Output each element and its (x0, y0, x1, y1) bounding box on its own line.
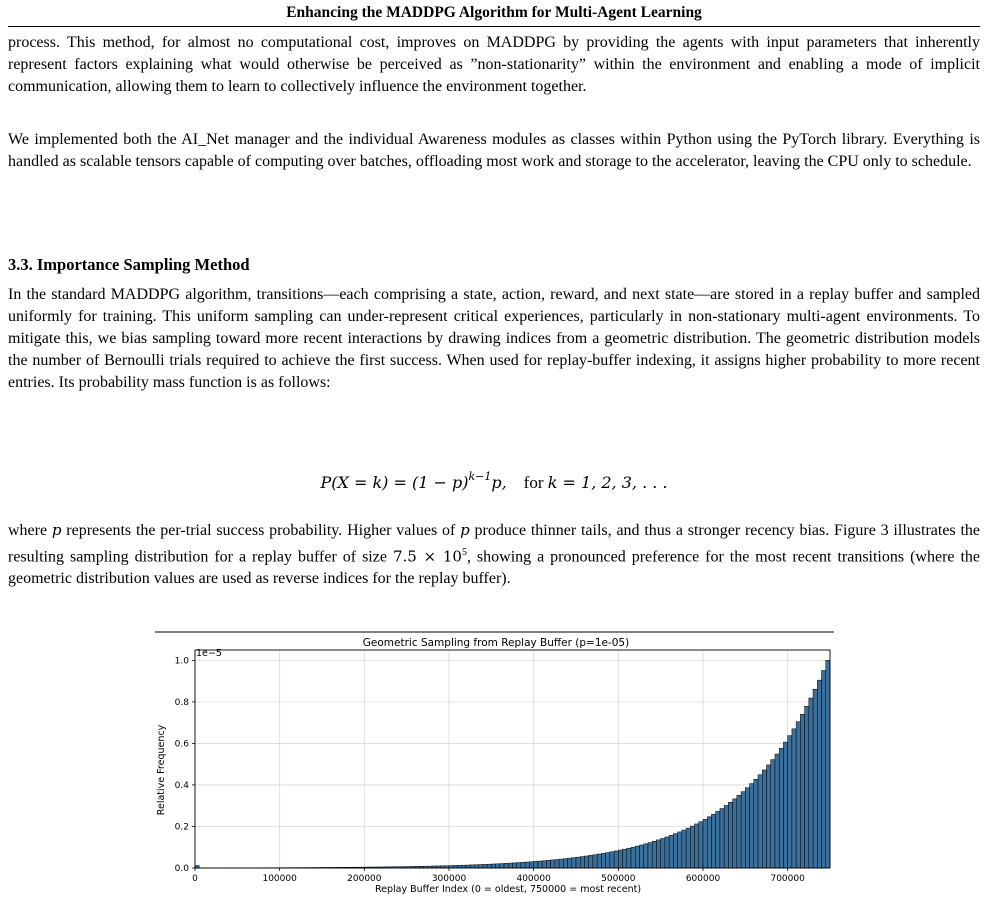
histogram-bar (601, 853, 605, 868)
chart-bars (195, 660, 830, 868)
x-tick-label: 300000 (431, 874, 467, 884)
histogram-bar (754, 779, 758, 868)
y-multiplier-label: 1e−5 (196, 648, 222, 659)
histogram-bar (686, 828, 690, 868)
histogram-bar (584, 856, 588, 868)
histogram-bar (813, 689, 817, 868)
histogram-bar (767, 765, 771, 868)
geometric-sampling-chart (150, 630, 840, 898)
y-tick-label: 0.2 (174, 822, 189, 833)
histogram-bar (809, 698, 813, 868)
histogram-bar (724, 805, 728, 868)
section-heading: 3.3. Importance Sampling Method (8, 255, 250, 274)
equation-p: p, (491, 473, 507, 492)
histogram-bar (525, 862, 529, 868)
x-tick-label: 200000 (347, 874, 382, 884)
p4-buffer-exp: 5 (461, 547, 467, 558)
header-rule (8, 26, 980, 27)
histogram-bar (474, 865, 478, 868)
histogram-bar (538, 861, 542, 868)
histogram-bar (483, 864, 487, 868)
histogram-bar (648, 843, 652, 868)
p4-buffer-size: 7.5 × 10 (392, 547, 462, 566)
x-tick-label: 600000 (685, 874, 721, 884)
histogram-bar (593, 855, 597, 868)
histogram-bar (665, 837, 669, 868)
histogram-bar (661, 838, 665, 868)
histogram-bar (699, 822, 703, 868)
histogram-bar (580, 857, 584, 868)
histogram-bar (542, 861, 546, 868)
paragraph-2: We implemented both the AI_Net manager and the individual Awareness modules as classes within Python using the PyTorch library. Everything is handled as scalable tensors capable of computing over batches, offloading most work and storage to the accelerator, leaving the CPU only to schedule. (8, 131, 980, 170)
histogram-bar (572, 858, 576, 868)
y-tick-label: 0.4 (174, 780, 189, 791)
histogram-bar (534, 861, 538, 868)
histogram-bar (627, 848, 631, 868)
histogram-bar (703, 819, 707, 868)
histogram-bar (559, 859, 563, 868)
histogram-bar (788, 736, 792, 868)
histogram-bar (610, 852, 614, 868)
histogram-bar (568, 858, 572, 868)
paragraph-1: process. This method, for almost no computational cost, improves on MADDPG by providing the agents with input parameters that inherently represent factors explaining what would otherwise be perceived as ”non-stationarity” within the environment and enabling a mode of implicit communication, allowing them to learn to collectively influence the environment together. (8, 34, 980, 95)
histogram-bar (517, 863, 521, 868)
x-tick-label: 500000 (601, 874, 636, 884)
histogram-bar (745, 788, 749, 868)
histogram-bar (618, 850, 622, 868)
histogram-bar (576, 857, 580, 868)
histogram-bar (551, 860, 555, 868)
y-tick-labels (175, 656, 190, 874)
histogram-bar (546, 860, 550, 868)
histogram-bar (487, 864, 491, 868)
x-tick-label: 100000 (262, 874, 297, 884)
histogram-bar (652, 841, 656, 868)
histogram-bar (741, 792, 745, 868)
histogram-bar (521, 862, 525, 868)
histogram-bar (644, 844, 648, 868)
histogram-bar (762, 770, 766, 868)
histogram-bar (635, 846, 639, 868)
histogram-bar (673, 834, 677, 868)
equation-condition-text: for (523, 473, 548, 492)
histogram-bar (529, 862, 533, 868)
p4-text-a: where (8, 522, 52, 539)
histogram-bar (504, 863, 508, 868)
p4-text-b: represents the per-trial success probability. Higher values of (61, 522, 461, 539)
histogram-bar (826, 660, 830, 868)
y-tick-label: 0.8 (174, 697, 189, 708)
histogram-bar (631, 847, 635, 868)
histogram-bar (669, 835, 673, 868)
histogram-bar (733, 799, 737, 868)
y-tick-label: 0.6 (174, 739, 189, 750)
paragraph-4 (8, 519, 980, 590)
y-tick-label: 1.0 (174, 656, 189, 667)
histogram-bar (792, 729, 796, 868)
y-tick-label: 0.0 (174, 864, 189, 874)
histogram-bar (479, 865, 483, 868)
histogram-bar (589, 855, 593, 868)
histogram-bar (775, 754, 779, 868)
x-tick-label: 700000 (770, 874, 805, 884)
histogram-bar (623, 849, 627, 868)
histogram-bar (771, 760, 775, 868)
histogram-bar (640, 845, 644, 868)
histogram-bar (690, 826, 694, 868)
equation-exponent: k−1 (468, 470, 492, 483)
histogram-bar (716, 811, 720, 868)
p4-text-d: , showing a pronounced preference for the most recent transitions (where the geometric distribution values are used as reverse indices for the replay buffer). (8, 548, 981, 588)
histogram-bar (508, 863, 512, 868)
p4-var-p: p (51, 521, 62, 539)
histogram-bar (711, 814, 715, 868)
histogram-bar (750, 784, 754, 868)
running-head: Enhancing the MADDPG Algorithm for Multi-Agent Learning (286, 4, 702, 21)
histogram-bar (737, 795, 741, 868)
histogram-bar (513, 863, 517, 868)
histogram-bar (720, 809, 724, 868)
histogram-bar (491, 864, 495, 868)
histogram-bar (656, 840, 660, 868)
equation-condition-math: k = 1, 2, 3, . . . (547, 473, 668, 492)
histogram-bar (707, 817, 711, 868)
histogram-bar (606, 853, 610, 868)
x-tick-label: 400000 (516, 874, 551, 884)
histogram-bar (500, 864, 504, 868)
chart-title: Geometric Sampling from Replay Buffer (p=1e-05) (362, 637, 630, 649)
histogram-bar (728, 802, 732, 868)
histogram-bar (614, 851, 618, 868)
p4-var-p2: p (460, 521, 470, 539)
paragraph-3: In the standard MADDPG algorithm, transitions—each comprising a state, action, reward, and next state—are stored in a replay buffer and sampled uniformly for training. This uniform sampling can under-represent critical experiences, particularly in non-stationary multi-agent environments. To mitigate this, we bias sampling toward more recent interactions by drawing indices from a geometric distribution. The geometric distribution models the number of Bernoulli trials required to achieve the first success. When used for replay-buffer indexing, it assigns higher probability to more recent entries. Its probability mass function is as follows: (8, 286, 980, 391)
x-tick-label: 0 (192, 874, 198, 884)
histogram-bar (555, 860, 559, 868)
pmf-equation (0, 470, 988, 493)
histogram-bar (563, 859, 567, 868)
histogram-bar (496, 864, 500, 868)
histogram-bar (779, 748, 783, 868)
histogram-bar (597, 854, 601, 868)
histogram-bar (805, 706, 809, 868)
equation-lhs: P(X = k) = (1 − p) (320, 473, 469, 492)
histogram-bar (678, 832, 682, 868)
histogram-bar (758, 775, 762, 868)
histogram-bar (817, 680, 821, 868)
histogram-bar (783, 742, 787, 868)
y-axis-label: Relative Frequency (156, 724, 167, 816)
x-axis-label: Replay Buffer Index (0 = oldest, 750000 = most recent) (374, 884, 642, 895)
histogram-bar (800, 714, 804, 868)
x-tick-labels (192, 874, 805, 884)
figure-3 (150, 630, 840, 920)
histogram-bar (682, 830, 686, 868)
histogram-bar (695, 824, 699, 868)
histogram-bar (470, 865, 474, 868)
p4-text-c: produce thinner tails, and thus a stronger recency bias. Figure 3 illustrates the resulting sampling distribution for a replay buffer of size (8, 522, 980, 566)
histogram-bar (796, 722, 800, 868)
histogram-bar (822, 671, 826, 868)
